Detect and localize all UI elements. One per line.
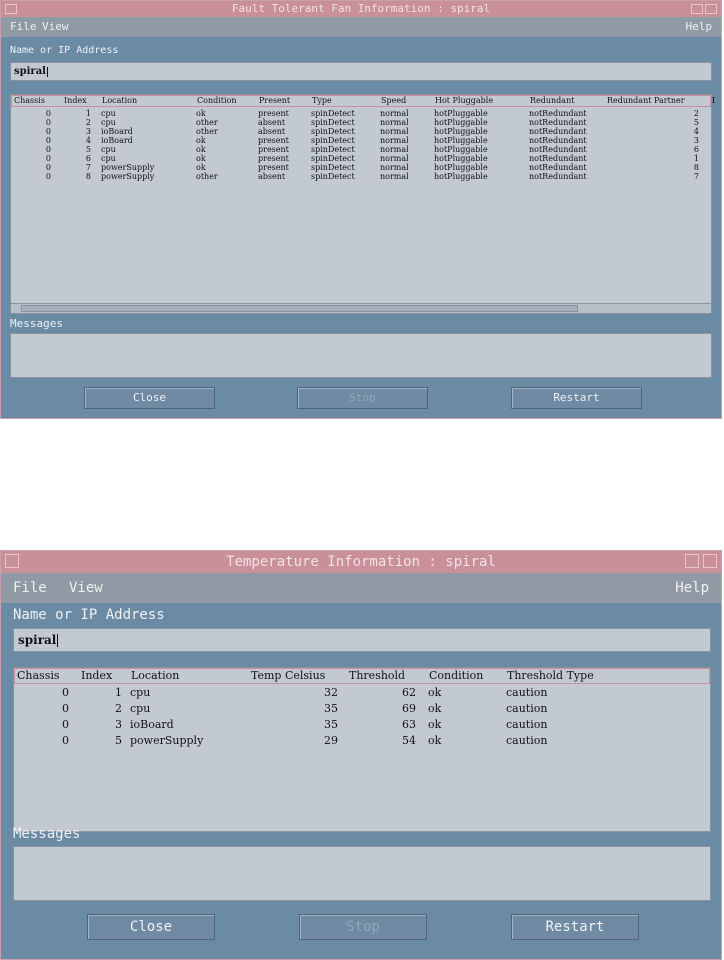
table-cell: notRedundant (529, 109, 587, 118)
table-cell: 0 (62, 686, 69, 699)
table-cell: 3 (115, 718, 122, 731)
column-header[interactable]: I (712, 96, 716, 105)
table-cell: ok (196, 136, 206, 145)
close-button[interactable]: Close (87, 914, 215, 940)
table-cell: caution (506, 686, 548, 699)
table-row[interactable] (11, 118, 711, 127)
horizontal-scrollbar[interactable] (11, 303, 711, 313)
address-label: Name or IP Address (13, 607, 165, 623)
table-cell: present (258, 154, 289, 163)
table-cell: hotPluggable (434, 127, 488, 136)
minimize-icon[interactable] (685, 554, 699, 568)
column-header[interactable]: Threshold (349, 669, 406, 682)
table-cell: absent (258, 127, 286, 136)
table-row[interactable] (11, 163, 711, 172)
table-cell: cpu (101, 109, 116, 118)
table-cell: ok (428, 734, 442, 747)
table-cell: 6 (85, 154, 91, 163)
table-cell: other (196, 118, 218, 127)
table-cell: cpu (130, 702, 151, 715)
stop-button[interactable]: Stop (299, 914, 427, 940)
fan-window (0, 0, 722, 419)
menu-file[interactable]: File (13, 580, 47, 596)
table-row[interactable] (11, 172, 711, 181)
table-cell: caution (506, 702, 548, 715)
table-cell: 0 (45, 172, 51, 181)
table-cell: 3 (85, 127, 91, 136)
table-cell: 54 (402, 734, 416, 747)
column-header[interactable]: Speed (381, 96, 407, 105)
temp-window-title: Temperature Information : spiral (226, 554, 496, 570)
menu-help[interactable]: Help (685, 20, 712, 33)
table-cell: 0 (45, 145, 51, 154)
messages-label: Messages (10, 317, 63, 330)
stop-button[interactable]: Stop (297, 387, 428, 409)
table-cell: powerSupply (101, 163, 155, 172)
table-cell: notRedundant (529, 118, 587, 127)
table-cell: absent (258, 118, 286, 127)
table-cell: ioBoard (101, 136, 133, 145)
table-cell: ok (196, 163, 206, 172)
table-cell: normal (380, 127, 409, 136)
fan-table-header (11, 95, 716, 107)
minimize-icon[interactable] (691, 4, 703, 14)
table-cell: present (258, 145, 289, 154)
temp-window (0, 550, 722, 960)
table-row[interactable] (14, 718, 710, 734)
messages-label: Messages (13, 826, 81, 842)
column-header[interactable]: Redundant Partner (607, 96, 685, 105)
table-cell: spinDetect (311, 109, 355, 118)
table-cell: spinDetect (311, 172, 355, 181)
table-cell: hotPluggable (434, 109, 488, 118)
temp-table-body (14, 684, 710, 824)
table-cell: normal (380, 109, 409, 118)
column-header[interactable]: Present (259, 96, 291, 105)
table-cell: ok (196, 109, 206, 118)
table-cell: normal (380, 145, 409, 154)
table-row[interactable] (11, 154, 711, 163)
menu-file[interactable]: File (10, 20, 37, 33)
table-cell: present (258, 109, 289, 118)
address-value: spiral (14, 66, 46, 77)
table-cell: 0 (62, 702, 69, 715)
temp-table[interactable] (13, 667, 711, 832)
column-header[interactable]: Type (312, 96, 332, 105)
table-cell: cpu (101, 154, 116, 163)
text-caret (57, 634, 58, 647)
table-cell: 35 (324, 702, 338, 715)
fan-window-title: Fault Tolerant Fan Information : spiral (231, 2, 491, 15)
table-cell: ioBoard (130, 718, 174, 731)
table-cell: 7 (85, 163, 91, 172)
window-menu-icon[interactable] (5, 554, 19, 568)
table-cell: notRedundant (529, 145, 587, 154)
maximize-icon[interactable] (703, 554, 717, 568)
table-row[interactable] (14, 686, 710, 702)
table-cell: hotPluggable (434, 163, 488, 172)
column-header[interactable]: Hot Pluggable (435, 96, 494, 105)
window-menu-icon[interactable] (5, 4, 17, 14)
table-cell: 8 (693, 163, 699, 172)
table-cell: present (258, 136, 289, 145)
close-button[interactable]: Close (84, 387, 215, 409)
scrollbar-thumb[interactable] (21, 305, 578, 312)
table-cell: 6 (693, 145, 699, 154)
table-row[interactable] (11, 136, 711, 145)
table-cell: cpu (130, 686, 151, 699)
table-cell: 35 (324, 718, 338, 731)
fan-table[interactable] (10, 94, 716, 314)
column-header[interactable]: Index (64, 96, 87, 105)
table-cell: 62 (402, 686, 416, 699)
restart-button[interactable]: Restart (511, 914, 639, 940)
table-cell: 7 (693, 172, 699, 181)
table-cell: present (258, 163, 289, 172)
table-cell: 5 (693, 118, 699, 127)
table-cell: hotPluggable (434, 118, 488, 127)
column-header[interactable]: Chassis (17, 669, 60, 682)
column-header[interactable]: Location (131, 669, 180, 682)
table-cell: powerSupply (130, 734, 204, 747)
address-input[interactable] (13, 628, 711, 652)
table-cell: caution (506, 718, 548, 731)
table-cell: 1 (85, 109, 91, 118)
table-cell: 0 (45, 163, 51, 172)
temp-titlebar[interactable] (1, 551, 721, 573)
table-cell: 3 (693, 136, 699, 145)
table-cell: 1 (693, 154, 699, 163)
table-row[interactable] (11, 145, 711, 154)
table-cell: 8 (85, 172, 91, 181)
maximize-icon[interactable] (705, 4, 717, 14)
table-cell: normal (380, 118, 409, 127)
table-cell: 5 (85, 145, 91, 154)
menu-view[interactable]: View (42, 20, 69, 33)
table-cell: 0 (62, 734, 69, 747)
table-cell: 63 (402, 718, 416, 731)
text-caret (47, 67, 48, 77)
table-cell: normal (380, 154, 409, 163)
messages-area[interactable] (13, 846, 711, 901)
table-cell: spinDetect (311, 145, 355, 154)
table-cell: cpu (101, 118, 116, 127)
table-row[interactable] (14, 734, 710, 750)
table-cell: powerSupply (101, 172, 155, 181)
table-cell: ioBoard (101, 127, 133, 136)
table-cell: hotPluggable (434, 136, 488, 145)
address-input[interactable] (10, 62, 712, 81)
menu-help[interactable]: Help (675, 580, 709, 596)
table-cell: notRedundant (529, 154, 587, 163)
table-cell: notRedundant (529, 136, 587, 145)
messages-area[interactable] (10, 333, 712, 378)
table-cell: ok (196, 145, 206, 154)
table-cell: normal (380, 163, 409, 172)
table-cell: 0 (45, 127, 51, 136)
table-cell: normal (380, 172, 409, 181)
table-cell: hotPluggable (434, 154, 488, 163)
table-cell: 5 (115, 734, 122, 747)
table-cell: spinDetect (311, 163, 355, 172)
table-cell: absent (258, 172, 286, 181)
column-header[interactable]: Temp Celsius (251, 669, 326, 682)
table-cell: other (196, 172, 218, 181)
table-cell: spinDetect (311, 127, 355, 136)
table-row[interactable] (14, 702, 710, 718)
address-value: spiral (18, 633, 57, 647)
column-header[interactable]: Condition (197, 96, 237, 105)
table-cell: spinDetect (311, 136, 355, 145)
temp-table-header (14, 668, 710, 684)
column-header[interactable]: Redundant (530, 96, 575, 105)
table-cell: 2 (85, 118, 91, 127)
restart-button[interactable]: Restart (511, 387, 642, 409)
table-cell: normal (380, 136, 409, 145)
table-cell: 2 (693, 109, 699, 118)
column-header[interactable]: Location (102, 96, 138, 105)
table-row[interactable] (11, 127, 711, 136)
table-cell: 0 (45, 109, 51, 118)
temp-menubar (1, 573, 721, 603)
column-header[interactable]: Threshold Type (507, 669, 594, 682)
table-cell: hotPluggable (434, 172, 488, 181)
table-cell: 4 (85, 136, 91, 145)
column-header[interactable]: Index (81, 669, 113, 682)
column-header[interactable]: Chassis (14, 96, 45, 105)
table-cell: 1 (115, 686, 122, 699)
table-cell: ok (196, 154, 206, 163)
table-cell: other (196, 127, 218, 136)
column-header[interactable]: Condition (429, 669, 484, 682)
table-cell: notRedundant (529, 172, 587, 181)
table-cell: 29 (324, 734, 338, 747)
table-row[interactable] (11, 109, 711, 118)
table-cell: 0 (62, 718, 69, 731)
table-cell: 0 (45, 136, 51, 145)
table-cell: hotPluggable (434, 145, 488, 154)
table-cell: ok (428, 686, 442, 699)
table-cell: spinDetect (311, 154, 355, 163)
table-cell: ok (428, 718, 442, 731)
table-cell: 2 (115, 702, 122, 715)
table-cell: 0 (45, 118, 51, 127)
fan-table-body (11, 107, 711, 302)
fan-titlebar[interactable] (1, 1, 721, 17)
table-cell: ok (428, 702, 442, 715)
table-cell: notRedundant (529, 127, 587, 136)
address-label: Name or IP Address (10, 45, 119, 56)
table-cell: notRedundant (529, 163, 587, 172)
table-cell: spinDetect (311, 118, 355, 127)
table-cell: 0 (45, 154, 51, 163)
fan-menubar (1, 17, 721, 37)
table-cell: cpu (101, 145, 116, 154)
table-cell: 32 (324, 686, 338, 699)
table-cell: 4 (693, 127, 699, 136)
menu-view[interactable]: View (69, 580, 103, 596)
table-cell: 69 (402, 702, 416, 715)
table-cell: caution (506, 734, 548, 747)
